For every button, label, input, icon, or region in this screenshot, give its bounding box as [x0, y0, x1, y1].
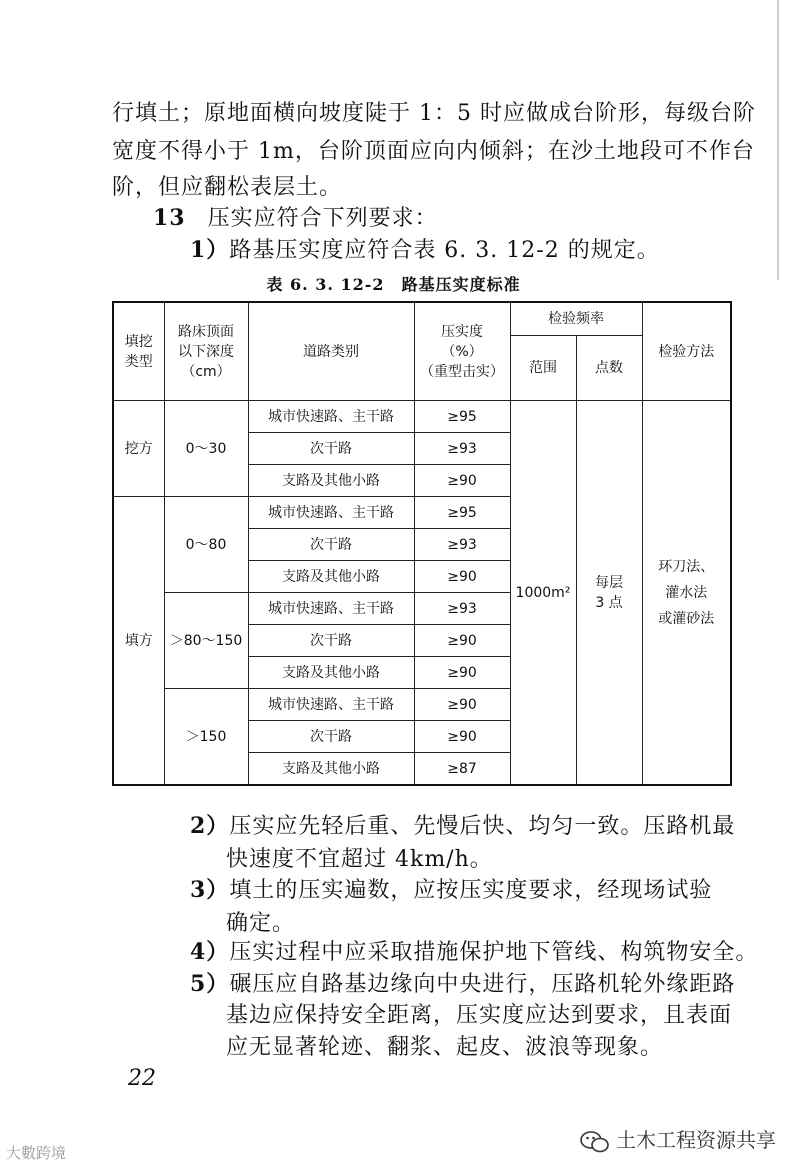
item-3-number: 3）	[190, 877, 230, 903]
page-number: 22	[128, 1066, 156, 1091]
road-type-cell: 城市快速路、主干路	[248, 497, 414, 529]
item-3-cont: 确定。	[226, 911, 296, 936]
cut-label: 挖方	[113, 401, 164, 497]
sub-item-1-text: 路基压实度应符合表 6. 3. 12-2 的规定。	[229, 238, 660, 263]
road-type-cell: 次干路	[248, 625, 414, 657]
method-value: 环刀法、 灌水法 或灌砂法	[642, 401, 731, 786]
road-type-cell: 城市快速路、主干路	[248, 593, 414, 625]
compaction-value: ≥90	[414, 657, 510, 689]
item-3-text: 填土的压实遍数，应按压实度要求，经现场试验	[229, 878, 713, 903]
road-type-cell: 城市快速路、主干路	[248, 689, 414, 721]
depth-cell: ＞150	[164, 689, 248, 786]
compaction-value: ≥90	[414, 561, 510, 593]
watermark-right	[580, 1124, 776, 1154]
header-points: 点数	[576, 336, 642, 401]
item-4-number: 4）	[190, 939, 230, 965]
depth-cell: 0～80	[164, 497, 248, 593]
road-type-cell: 城市快速路、主干路	[248, 401, 414, 433]
header-depth: 路床顶面 以下深度 （cm）	[164, 302, 248, 401]
compaction-value: ≥93	[414, 593, 510, 625]
item-2-number: 2）	[190, 813, 230, 839]
compaction-value: ≥95	[414, 401, 510, 433]
table-caption: 表 6. 3. 12-2 路基压实度标准	[266, 275, 521, 294]
item-13-text: 压实应符合下列要求：	[207, 206, 438, 231]
watermark-right-text: 土木工程资源共享	[616, 1128, 776, 1152]
road-type-cell: 次干路	[248, 721, 414, 753]
paragraph-line: 行填土；原地面横向坡度陡于 1：5 时应做成台阶形，每级台阶	[112, 101, 756, 126]
depth-cell: 0～30	[164, 401, 248, 497]
compaction-value: ≥90	[414, 721, 510, 753]
depth-cell: ＞80～150	[164, 593, 248, 689]
page-edge-line	[777, 0, 779, 280]
compaction-value: ≥93	[414, 529, 510, 561]
compaction-value: ≥93	[414, 433, 510, 465]
item-2-cont: 快速度不宜超过 4km/h。	[226, 847, 493, 872]
header-range: 范围	[510, 336, 576, 401]
sub-item-1-number: 1）	[190, 237, 230, 263]
header-fill-type: 填挖 类型	[113, 302, 164, 401]
road-type-cell: 支路及其他小路	[248, 657, 414, 689]
compaction-value: ≥87	[414, 753, 510, 786]
fill-label: 填方	[113, 497, 164, 786]
compaction-standard-table	[112, 301, 732, 786]
item-3	[190, 872, 712, 909]
item-5-text: 碾压应自路基边缘向中央进行，压路机轮外缘距路	[229, 972, 736, 997]
item-5-cont: 应无显著轮迹、翻浆、起皮、波浪等现象。	[226, 1035, 664, 1060]
header-compaction: 压实度 （%） （重型击实）	[414, 302, 510, 401]
range-value: 1000m²	[510, 401, 576, 786]
road-type-cell: 次干路	[248, 529, 414, 561]
points-value: 每层 3 点	[576, 401, 642, 786]
header-method: 检验方法	[642, 302, 731, 401]
item-2	[190, 808, 735, 845]
compaction-value: ≥90	[414, 465, 510, 497]
sub-item-1	[190, 232, 660, 269]
item-13-number: 13	[153, 205, 186, 231]
road-type-cell: 支路及其他小路	[248, 465, 414, 497]
watermark-left: 大數跨境	[6, 1144, 67, 1162]
item-4-text: 压实过程中应采取措施保护地下管线、构筑物安全。	[229, 940, 759, 965]
item-2-text: 压实应先轻后重、先慢后快、均匀一致。压路机最	[229, 814, 736, 839]
item-5-number: 5）	[190, 971, 230, 997]
compaction-value: ≥95	[414, 497, 510, 529]
compaction-value: ≥90	[414, 689, 510, 721]
header-frequency: 检验频率	[510, 302, 642, 336]
item-5-cont: 基边应保持安全距离，压实度应达到要求，且表面	[226, 1003, 733, 1028]
compaction-value: ≥90	[414, 625, 510, 657]
road-type-cell: 次干路	[248, 433, 414, 465]
wechat-icon	[580, 1130, 610, 1154]
paragraph-line: 阶，但应翻松表层土。	[112, 175, 343, 200]
paragraph-line: 宽度不得小于 1m，台阶顶面应向内倾斜；在沙土地段可不作台	[112, 139, 755, 164]
header-road-type: 道路类别	[248, 302, 414, 401]
road-type-cell: 支路及其他小路	[248, 561, 414, 593]
road-type-cell: 支路及其他小路	[248, 753, 414, 786]
